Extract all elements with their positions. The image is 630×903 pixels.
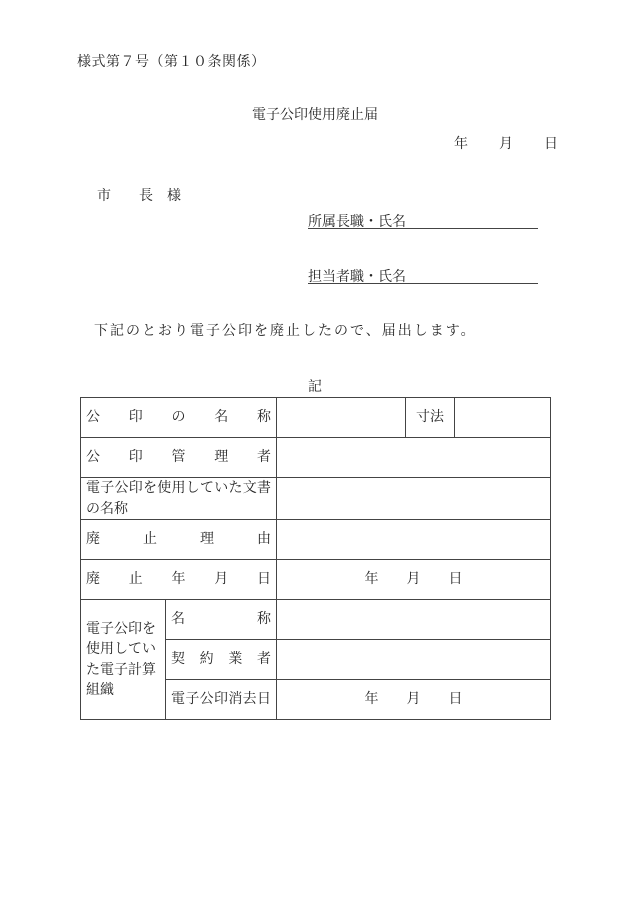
seal-manager-label: 公 印 管 理 者 xyxy=(81,438,277,478)
date-line: 年 月 日 xyxy=(454,136,559,152)
dimension-label: 寸法 xyxy=(406,398,455,438)
system-name-value-cell xyxy=(277,600,551,640)
form-table xyxy=(80,397,551,720)
abolition-date-label: 廃 止 年 月 日 xyxy=(81,560,277,600)
abolition-reason-label: 廃 止 理 由 xyxy=(81,520,277,560)
table-row-documents-used xyxy=(81,478,551,520)
affiliation-head-label: 所属長職・氏名 xyxy=(308,214,406,230)
abolition-reason-value-cell xyxy=(277,520,551,560)
table-row-system-name xyxy=(81,600,551,640)
erasure-date-value-cell: 年 月 日 xyxy=(277,680,551,720)
staff-label: 担当者職・氏名 xyxy=(308,269,406,285)
signature-field-affiliation-head xyxy=(308,211,538,229)
contractor-label: 契 約 業 者 xyxy=(166,640,277,680)
seal-name-value-cell xyxy=(277,398,406,438)
document-title: 電子公印使用廃止届 xyxy=(252,107,378,123)
abolition-date-value-cell: 年 月 日 xyxy=(277,560,551,600)
statement-text: 下記のとおり電子公印を廃止したので、届出します。 xyxy=(94,323,477,339)
section-heading: 記 xyxy=(308,379,322,395)
seal-name-label: 公 印 の 名 称 xyxy=(81,398,277,438)
signature-field-staff xyxy=(308,266,538,284)
table-row-abolition-reason xyxy=(81,520,551,560)
form-number: 様式第７号（第１０条関係） xyxy=(77,54,266,70)
table-row-seal-manager xyxy=(81,438,551,478)
system-name-label: 名 称 xyxy=(166,600,277,640)
documents-used-value-cell xyxy=(277,478,551,520)
erasure-date-label: 電子公印消去日 xyxy=(166,680,277,720)
documents-used-label: 電子公印を使用していた文書の名称 xyxy=(81,478,277,520)
dimension-value-cell xyxy=(455,398,551,438)
table-row-abolition-date xyxy=(81,560,551,600)
seal-manager-value-cell xyxy=(277,438,551,478)
contractor-value-cell xyxy=(277,640,551,680)
table-row-seal-name xyxy=(81,398,551,438)
computer-system-group-label: 電子公印を使用していた電子計算組織 xyxy=(81,600,166,720)
addressee: 市 長 様 xyxy=(97,188,181,204)
